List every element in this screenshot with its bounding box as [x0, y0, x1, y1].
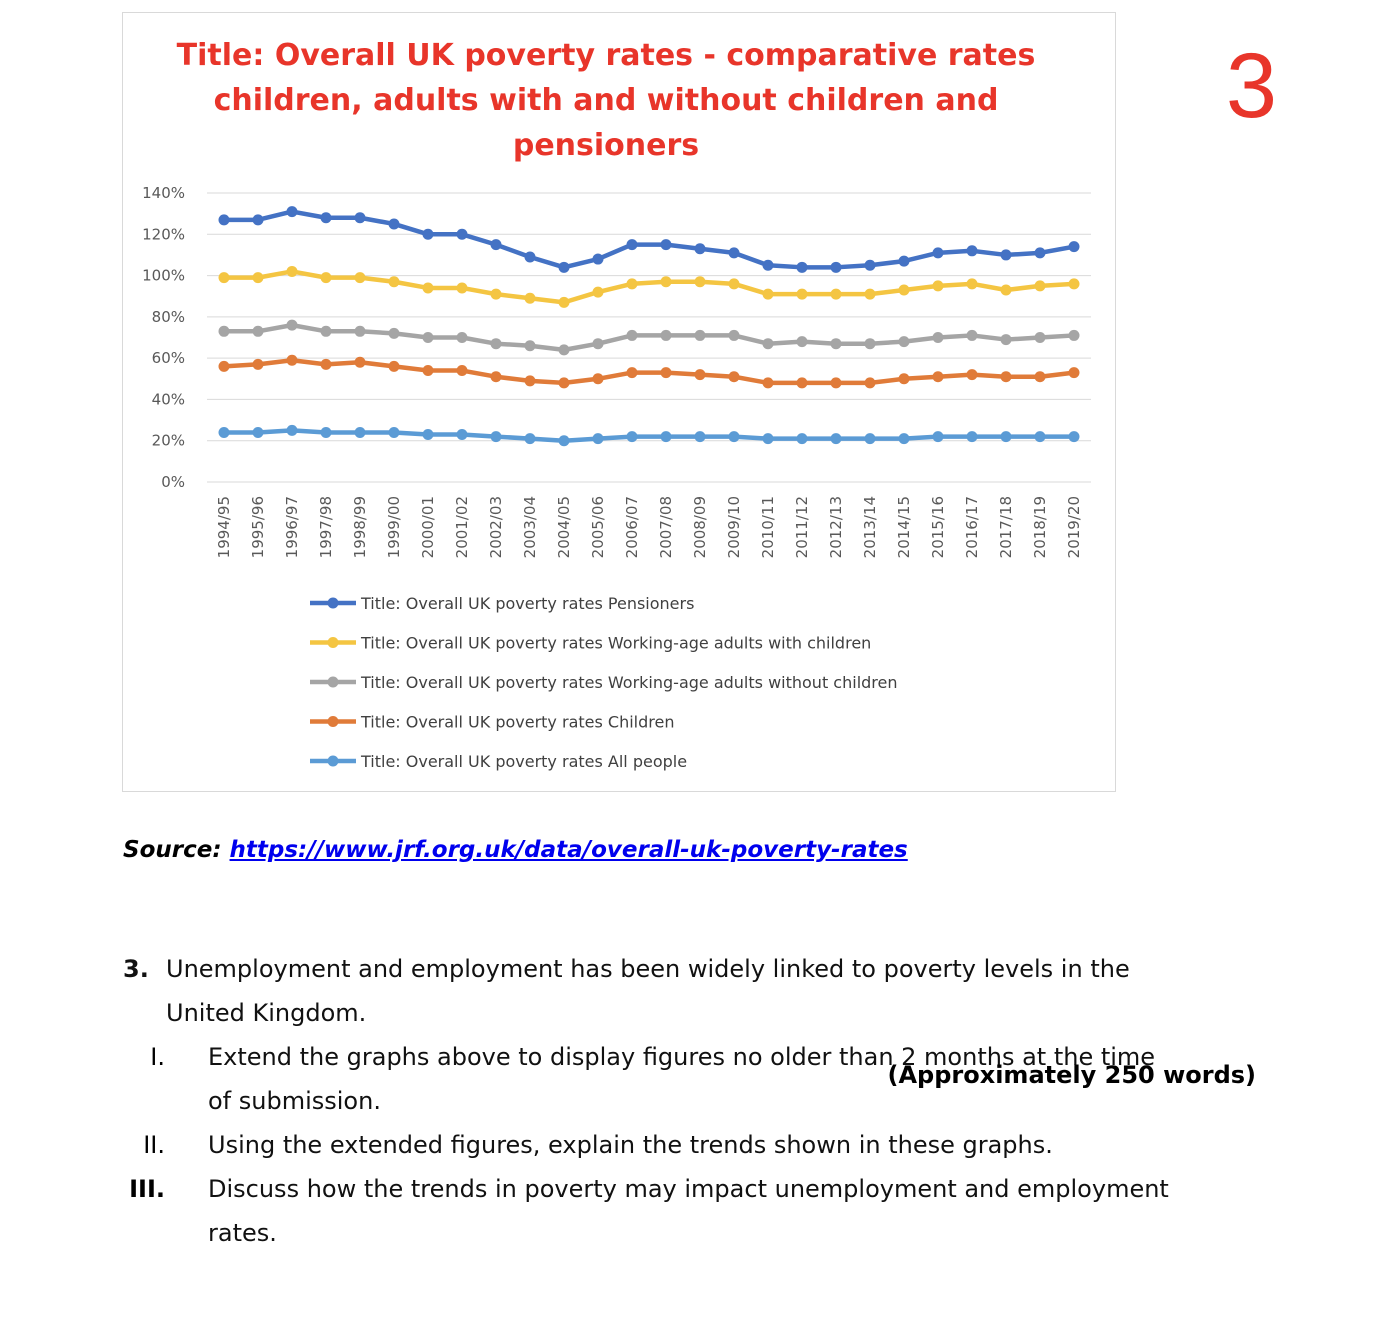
x-axis-ticks	[215, 496, 1083, 558]
x-tick-label: 2005/06	[589, 496, 607, 559]
data-point	[661, 431, 672, 442]
data-point	[695, 243, 706, 254]
data-point	[1069, 330, 1080, 341]
y-tick-label: 120%	[142, 225, 185, 244]
part-3-line2: rates.	[208, 1219, 277, 1247]
data-point	[423, 429, 434, 440]
data-point	[559, 297, 570, 308]
data-point	[729, 247, 740, 258]
y-tick-label: 20%	[151, 431, 185, 450]
series	[219, 266, 1080, 308]
data-point	[627, 367, 638, 378]
question-text-line2: United Kingdom.	[166, 999, 367, 1027]
x-tick-label: 1998/99	[351, 496, 369, 559]
x-tick-label: 2004/05	[555, 496, 573, 559]
chart-title: Title: Overall UK poverty rates - comparative rates children, adults with and without children and pensioners	[176, 38, 1036, 163]
data-point	[797, 262, 808, 273]
data-point	[729, 431, 740, 442]
data-point	[1069, 431, 1080, 442]
data-point	[525, 251, 536, 262]
data-point	[253, 359, 264, 370]
data-point	[219, 361, 230, 372]
data-point	[423, 365, 434, 376]
data-point	[423, 332, 434, 343]
data-point	[253, 214, 264, 225]
data-point	[321, 272, 332, 283]
data-point	[1035, 247, 1046, 258]
part-numeral-1: I.	[150, 1043, 165, 1071]
data-point	[423, 282, 434, 293]
legend-entry	[310, 594, 694, 613]
data-point	[763, 433, 774, 444]
y-tick-label: 140%	[142, 184, 185, 202]
data-point	[321, 326, 332, 337]
x-tick-label: 2016/17	[963, 496, 981, 559]
data-point	[593, 287, 604, 298]
x-tick-label: 2003/04	[521, 496, 539, 559]
x-tick-label: 2007/08	[657, 496, 675, 559]
data-point	[865, 433, 876, 444]
data-point	[355, 272, 366, 283]
data-point	[389, 218, 400, 229]
data-point	[389, 276, 400, 287]
data-point	[389, 427, 400, 438]
data-point	[695, 330, 706, 341]
data-point	[695, 369, 706, 380]
data-point	[763, 377, 774, 388]
data-point	[797, 433, 808, 444]
data-point	[355, 212, 366, 223]
source-label: Source:	[123, 837, 230, 863]
x-tick-label: 2015/16	[929, 496, 947, 559]
data-point	[287, 320, 298, 331]
x-tick-label: 2000/01	[419, 496, 437, 559]
x-tick-label: 2001/02	[453, 496, 471, 559]
data-point	[763, 260, 774, 271]
page-number: 3	[1225, 35, 1277, 137]
data-point	[865, 338, 876, 349]
x-tick-label: 2012/13	[827, 496, 845, 559]
source-link[interactable]: https://www.jrf.org.uk/data/overall-uk-poverty-rates	[229, 837, 908, 863]
data-point	[831, 338, 842, 349]
data-point	[661, 276, 672, 287]
series	[219, 206, 1080, 273]
data-point	[899, 256, 910, 267]
data-point	[1001, 334, 1012, 345]
data-point	[457, 229, 468, 240]
legend-entry	[310, 673, 898, 692]
data-point	[253, 272, 264, 283]
data-point	[967, 245, 978, 256]
data-point	[627, 330, 638, 341]
data-point	[967, 278, 978, 289]
data-point	[797, 377, 808, 388]
data-point	[933, 371, 944, 382]
data-point	[287, 266, 298, 277]
data-point	[729, 278, 740, 289]
data-point	[899, 373, 910, 384]
data-point	[423, 229, 434, 240]
data-point	[797, 336, 808, 347]
part-numeral-3: III.	[129, 1175, 165, 1203]
data-point	[729, 371, 740, 382]
data-point	[899, 336, 910, 347]
data-point	[865, 260, 876, 271]
data-point	[559, 262, 570, 273]
data-point	[695, 431, 706, 442]
data-point	[321, 212, 332, 223]
question-text-line1: Unemployment and employment has been widely linked to poverty levels in the	[166, 955, 1130, 983]
data-point	[559, 377, 570, 388]
y-axis-ticks	[142, 184, 185, 491]
data-point	[967, 330, 978, 341]
word-count-note: (Approximately 250 words)	[887, 1061, 1256, 1089]
data-point	[627, 239, 638, 250]
data-point	[763, 338, 774, 349]
data-point	[933, 280, 944, 291]
x-tick-label: 2017/18	[997, 496, 1015, 559]
x-tick-label: 1996/97	[283, 496, 301, 559]
data-point	[491, 289, 502, 300]
data-point	[831, 377, 842, 388]
x-tick-label: 2019/20	[1065, 496, 1083, 559]
series-line	[224, 430, 1074, 440]
legend-label: Title: Overall UK poverty rates All people	[361, 752, 688, 771]
legend-marker	[328, 677, 339, 688]
data-point	[1035, 280, 1046, 291]
series-line	[224, 271, 1074, 302]
data-point	[865, 289, 876, 300]
data-point	[491, 239, 502, 250]
data-point	[831, 262, 842, 273]
data-point	[219, 214, 230, 225]
series-line	[224, 212, 1074, 268]
data-point	[933, 332, 944, 343]
legend-marker	[328, 716, 339, 727]
part-3-line1: Discuss how the trends in poverty may impact unemployment and employment	[208, 1175, 1169, 1203]
data-point	[491, 371, 502, 382]
data-point	[457, 429, 468, 440]
data-point	[1035, 332, 1046, 343]
data-point	[627, 278, 638, 289]
legend-label: Title: Overall UK poverty rates Pensioners	[361, 594, 695, 613]
data-point	[1001, 431, 1012, 442]
data-point	[457, 332, 468, 343]
data-point	[559, 435, 570, 446]
data-point	[627, 431, 638, 442]
series-line	[224, 325, 1074, 350]
source-line	[123, 837, 908, 863]
data-point	[559, 344, 570, 355]
x-tick-label: 1999/00	[385, 496, 403, 559]
data-point	[389, 361, 400, 372]
data-point	[287, 425, 298, 436]
y-tick-label: 100%	[142, 266, 185, 285]
data-point	[831, 433, 842, 444]
part-2-line1: Using the extended figures, explain the trends shown in these graphs.	[208, 1131, 1053, 1159]
data-point	[967, 431, 978, 442]
y-tick-label: 40%	[151, 390, 185, 409]
data-point	[661, 330, 672, 341]
series-lines	[219, 206, 1080, 446]
data-point	[321, 427, 332, 438]
data-point	[355, 326, 366, 337]
y-tick-label: 60%	[151, 349, 185, 368]
data-point	[865, 377, 876, 388]
data-point	[525, 375, 536, 386]
series	[219, 355, 1080, 389]
x-tick-label: 2009/10	[725, 496, 743, 559]
legend	[310, 594, 898, 771]
x-tick-label: 2002/03	[487, 496, 505, 559]
x-tick-label: 2006/07	[623, 496, 641, 559]
data-point	[287, 355, 298, 366]
x-tick-label: 1997/98	[317, 496, 335, 559]
data-point	[1035, 371, 1046, 382]
x-tick-label: 1994/95	[215, 496, 233, 559]
data-point	[1001, 371, 1012, 382]
x-tick-label: 2008/09	[691, 496, 709, 559]
data-point	[899, 285, 910, 296]
data-point	[355, 357, 366, 368]
data-point	[831, 289, 842, 300]
data-point	[593, 433, 604, 444]
legend-entry	[310, 634, 871, 653]
x-tick-label: 2010/11	[759, 496, 777, 559]
data-point	[661, 239, 672, 250]
data-point	[491, 431, 502, 442]
data-point	[763, 289, 774, 300]
x-tick-label: 2018/19	[1031, 496, 1049, 559]
legend-label: Title: Overall UK poverty rates Working-age adults without children	[361, 673, 898, 692]
legend-marker	[328, 637, 339, 648]
data-point	[355, 427, 366, 438]
data-point	[457, 365, 468, 376]
data-point	[1001, 285, 1012, 296]
data-point	[219, 326, 230, 337]
y-tick-label: 80%	[151, 307, 185, 326]
legend-label: Title: Overall UK poverty rates Children	[361, 712, 675, 732]
legend-label: Title: Overall UK poverty rates Working-age adults with children	[361, 633, 872, 653]
data-point	[1069, 241, 1080, 252]
series-line	[224, 360, 1074, 383]
data-point	[729, 330, 740, 341]
data-point	[933, 247, 944, 258]
question-number: 3.	[123, 955, 149, 983]
data-point	[287, 206, 298, 217]
legend-marker	[328, 756, 339, 767]
y-tick-label: 0%	[161, 473, 185, 491]
data-point	[695, 276, 706, 287]
part-1-line2: of submission.	[208, 1087, 381, 1115]
data-point	[933, 431, 944, 442]
data-point	[457, 282, 468, 293]
legend-marker	[328, 598, 339, 609]
part-1-line1: Extend the graphs above to display figures no older than 2 months at the time	[208, 1043, 1156, 1071]
data-point	[593, 254, 604, 265]
part-numeral-2: II.	[143, 1131, 165, 1159]
data-point	[899, 433, 910, 444]
data-point	[593, 338, 604, 349]
data-point	[219, 272, 230, 283]
data-point	[491, 338, 502, 349]
x-tick-label: 2013/14	[861, 496, 879, 559]
legend-entry	[310, 713, 674, 732]
data-point	[1001, 249, 1012, 260]
data-point	[253, 427, 264, 438]
x-tick-label: 2014/15	[895, 496, 913, 559]
data-point	[389, 328, 400, 339]
data-point	[1069, 278, 1080, 289]
data-point	[967, 369, 978, 380]
data-point	[1069, 367, 1080, 378]
data-point	[525, 340, 536, 351]
data-point	[525, 433, 536, 444]
data-point	[1035, 431, 1046, 442]
data-point	[525, 293, 536, 304]
series	[219, 425, 1080, 446]
x-tick-label: 2011/12	[793, 496, 811, 559]
data-point	[661, 367, 672, 378]
data-point	[219, 427, 230, 438]
data-point	[797, 289, 808, 300]
series	[219, 320, 1080, 356]
x-tick-label: 1995/96	[249, 496, 267, 559]
data-point	[593, 373, 604, 384]
legend-entry	[310, 752, 687, 771]
data-point	[253, 326, 264, 337]
data-point	[321, 359, 332, 370]
